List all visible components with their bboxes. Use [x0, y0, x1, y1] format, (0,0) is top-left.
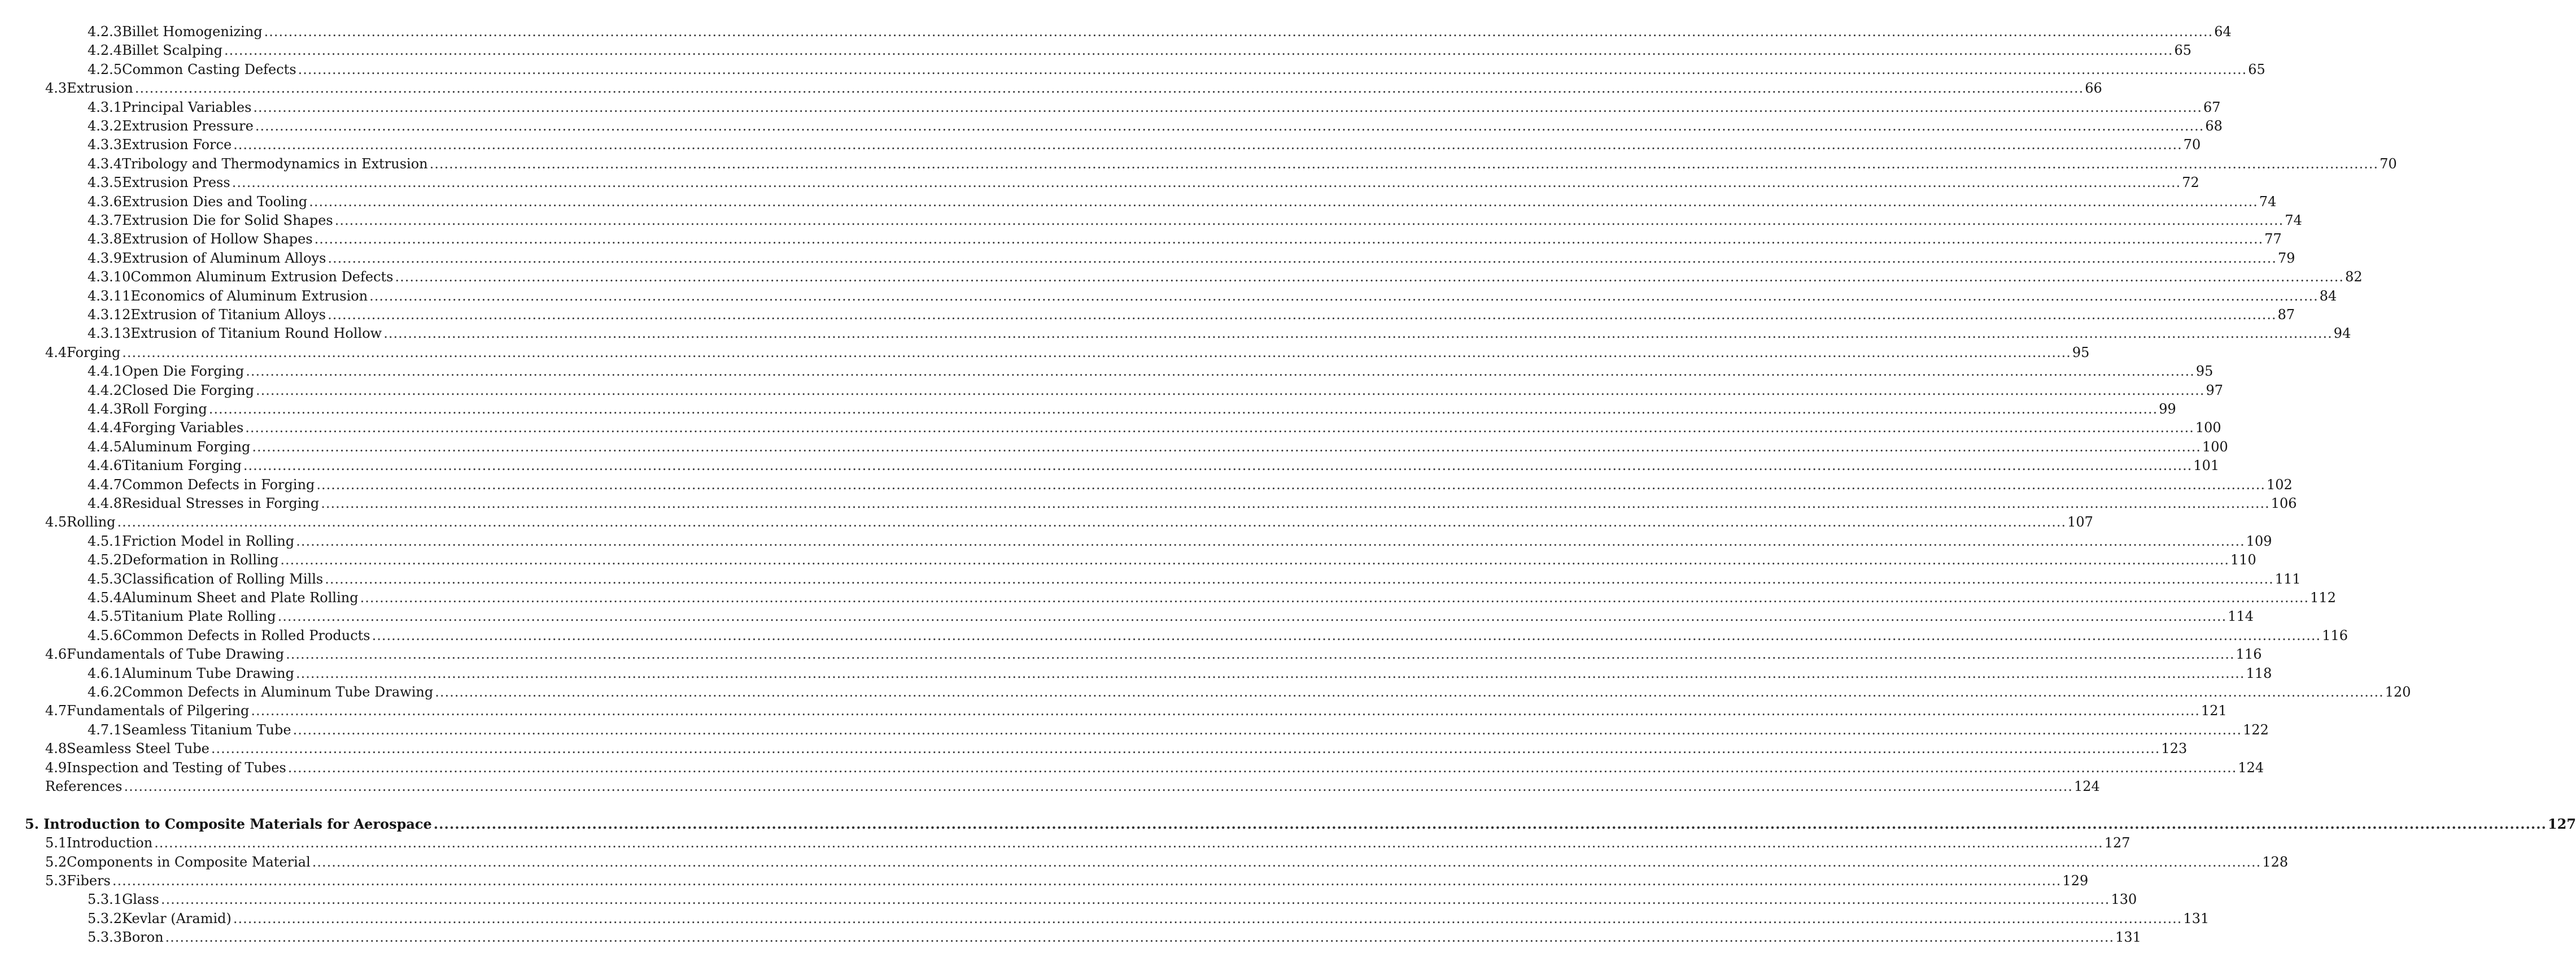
- toc-entry-page: 107: [2067, 514, 2093, 530]
- dot-leader: ................................................................................................................................................................................................................................................................................................................................................................................................................: [251, 703, 2200, 719]
- toc-entry-title: Inspection and Testing of Tubes: [67, 759, 286, 776]
- toc-entry[interactable]: [88, 532, 2272, 551]
- toc-entry[interactable]: [88, 682, 2411, 702]
- toc-entry-title: Common Casting Defects: [122, 61, 296, 77]
- toc-entry[interactable]: [45, 833, 2130, 852]
- toc-entry-title: Titanium Forging: [122, 458, 242, 474]
- toc-entry-number: 4.6.2: [88, 684, 123, 700]
- toc-entry-title: Billet Scalping: [122, 42, 222, 59]
- toc-entry-number: 5.1: [45, 835, 67, 851]
- dot-leader: ................................................................................................................................................................................................................................................................................................................................................................................................................: [232, 175, 2181, 191]
- toc-entry-title: Extrusion of Titanium Round Hollow: [130, 325, 382, 342]
- toc-entry-number: 4.5.4: [88, 590, 123, 606]
- toc-entry[interactable]: [88, 588, 2336, 607]
- toc-entry-page: 66: [2085, 80, 2102, 97]
- toc-entry-title: Fundamentals of Pilgering: [67, 703, 250, 719]
- toc-entry-number: 4.3.6: [88, 193, 123, 210]
- toc-entry-title: Components in Composite Material: [67, 854, 311, 870]
- dot-leader: ................................................................................................................................................................................................................................................................................................................................................................................................................: [395, 269, 2344, 285]
- toc-entry[interactable]: [88, 494, 2297, 513]
- toc-entry-number: 5.3.1: [88, 891, 123, 908]
- toc-entry-number: 4.3.7: [88, 212, 123, 228]
- toc-entry-page: 111: [2274, 571, 2301, 587]
- toc-entry-title: Fundamentals of Tube Drawing: [67, 646, 285, 663]
- dot-leader: ................................................................................................................................................................................................................................................................................................................................................................................................................: [277, 608, 2227, 625]
- toc-entry-title: Titanium Plate Rolling: [122, 608, 276, 625]
- toc-entry-title: Principal Variables: [122, 99, 252, 115]
- toc-entry-page: 122: [2243, 721, 2269, 738]
- toc-entry-number: 4.3.2: [88, 118, 123, 134]
- toc-entry[interactable]: [88, 229, 2282, 249]
- toc-entry-number: 5.3.2: [88, 910, 123, 926]
- toc-entry-number: 4.9: [45, 759, 67, 776]
- toc-entry-page: 120: [2385, 684, 2411, 700]
- toc-entry-number: 5.: [25, 815, 40, 832]
- toc-entry-number: 4.5: [45, 514, 67, 530]
- dot-leader: ................................................................................................................................................................................................................................................................................................................................................................................................................: [287, 759, 2237, 776]
- toc-entry-page: 82: [2345, 269, 2363, 285]
- toc-entry[interactable]: [45, 758, 2264, 777]
- dot-leader: ................................................................................................................................................................................................................................................................................................................................................................................................................: [134, 80, 2084, 97]
- toc-entry-page: 129: [2062, 873, 2089, 889]
- toc-entry-number: 4.3.13: [88, 325, 131, 342]
- dot-leader: ................................................................................................................................................................................................................................................................................................................................................................................................................: [286, 646, 2235, 663]
- toc-entry[interactable]: [88, 154, 2397, 173]
- toc-entry[interactable]: [88, 720, 2269, 739]
- toc-entry-number: 5.3: [45, 873, 67, 889]
- toc-entry-page: 124: [2074, 778, 2100, 794]
- toc-entry-title: References: [45, 778, 123, 794]
- toc-entry[interactable]: [45, 645, 2262, 664]
- toc-entry-title: Extrusion of Hollow Shapes: [122, 231, 313, 247]
- dot-leader: ................................................................................................................................................................................................................................................................................................................................................................................................................: [292, 721, 2242, 738]
- toc-entry[interactable]: [88, 664, 2272, 683]
- dot-leader: ................................................................................................................................................................................................................................................................................................................................................................................................................: [252, 438, 2201, 455]
- toc-entry-title: Extrusion Dies and Tooling: [122, 193, 308, 210]
- toc-entry[interactable]: [88, 381, 2224, 400]
- toc-entry-page: 123: [2161, 741, 2188, 757]
- dot-leader: ................................................................................................................................................................................................................................................................................................................................................................................................................: [255, 382, 2205, 398]
- toc-entry-title: Closed Die Forging: [122, 382, 254, 398]
- toc-entry-number: 4.3.1: [88, 99, 123, 115]
- toc-entry[interactable]: [88, 267, 2363, 286]
- toc-entry[interactable]: [88, 116, 2223, 136]
- dot-leader: ................................................................................................................................................................................................................................................................................................................................................................................................................: [112, 873, 2062, 889]
- toc-entry-page: 74: [2259, 193, 2277, 210]
- toc-entry[interactable]: [88, 607, 2254, 626]
- toc-entry[interactable]: [88, 475, 2293, 494]
- toc-entry-number: 4.3.5: [88, 175, 123, 191]
- toc-entry-number: 4.4.5: [88, 438, 123, 455]
- toc-entry-title: Aluminum Sheet and Plate Rolling: [122, 590, 359, 606]
- dot-leader: ................................................................................................................................................................................................................................................................................................................................................................................................................: [372, 627, 2321, 643]
- toc-entry[interactable]: [88, 60, 2265, 79]
- toc-entry[interactable]: [45, 739, 2188, 758]
- toc-entry[interactable]: [45, 777, 2100, 796]
- toc-entry-page: 95: [2195, 363, 2213, 380]
- dot-leader: ................................................................................................................................................................................................................................................................................................................................................................................................................: [154, 835, 2103, 851]
- toc-entry-title: Economics of Aluminum Extrusion: [130, 288, 368, 304]
- toc-entry-number: 4.4.4: [88, 420, 123, 436]
- toc-entry-number: 4.8: [45, 741, 67, 757]
- dot-leader: ................................................................................................................................................................................................................................................................................................................................................................................................................: [360, 590, 2309, 606]
- dot-leader: ................................................................................................................................................................................................................................................................................................................................................................................................................: [369, 288, 2319, 304]
- toc-entry-page: 65: [2174, 42, 2192, 59]
- toc-entry-number: 4.6: [45, 646, 67, 663]
- toc-entry[interactable]: [88, 569, 2301, 589]
- dot-leader: ................................................................................................................................................................................................................................................................................................................................................................................................................: [296, 533, 2245, 549]
- toc-entry-number: 4.4.2: [88, 382, 123, 398]
- toc-entry-page: 64: [2214, 24, 2232, 40]
- toc-entry-number: 4.3.3: [88, 137, 123, 153]
- toc-entry[interactable]: [88, 362, 2213, 381]
- toc-entry-page: 127: [2104, 835, 2130, 851]
- toc-entry-page: 67: [2203, 99, 2221, 115]
- toc-entry[interactable]: [88, 437, 2228, 456]
- toc-entry-title: Seamless Steel Tube: [67, 741, 209, 757]
- toc-entry-page: 116: [2236, 646, 2262, 663]
- toc-entry-page: 116: [2322, 627, 2348, 643]
- dot-leader: ................................................................................................................................................................................................................................................................................................................................................................................................................: [328, 250, 2277, 266]
- toc-entry-number: 5.3.3: [88, 929, 123, 946]
- dot-leader: ................................................................................................................................................................................................................................................................................................................................................................................................................: [435, 684, 2384, 700]
- toc-entry-number: 4.4.1: [88, 363, 123, 380]
- toc-entry-page: 100: [2202, 438, 2228, 455]
- dot-leader: ................................................................................................................................................................................................................................................................................................................................................................................................................: [433, 815, 2547, 832]
- toc-entry-page: 79: [2277, 250, 2295, 266]
- toc-entry[interactable]: [45, 512, 2093, 532]
- toc-entry-number: 4.4.7: [88, 476, 123, 493]
- dot-leader: ................................................................................................................................................................................................................................................................................................................................................................................................................: [211, 741, 2160, 757]
- dot-leader: ................................................................................................................................................................................................................................................................................................................................................................................................................: [224, 42, 2173, 59]
- toc-entry-page: 87: [2277, 307, 2295, 323]
- toc-entry-page: 100: [2195, 420, 2221, 436]
- toc-entry-title: Boron: [122, 929, 164, 946]
- toc-entry-page: 70: [2183, 137, 2201, 153]
- toc-entry[interactable]: [88, 456, 2220, 475]
- toc-entry-title: Deformation in Rolling: [122, 552, 279, 568]
- toc-entry-number: 4.4.6: [88, 458, 123, 474]
- toc-entry[interactable]: [45, 701, 2227, 720]
- toc-entry-page: 127: [2547, 815, 2576, 832]
- toc-entry-title: Extrusion of Aluminum Alloys: [122, 250, 326, 266]
- toc-entry[interactable]: [88, 98, 2221, 117]
- toc-entry-title: Classification of Rolling Mills: [122, 571, 324, 587]
- dot-leader: ................................................................................................................................................................................................................................................................................................................................................................................................................: [124, 778, 2073, 794]
- toc-entry[interactable]: [88, 550, 2256, 569]
- toc-entry-page: 65: [2248, 61, 2265, 77]
- toc-entry[interactable]: [88, 173, 2199, 192]
- toc-entry-title: Common Defects in Rolled Products: [122, 627, 370, 643]
- toc-entry-title: Introduction to Composite Materials for Aerospace: [43, 815, 432, 832]
- toc-entry-number: 4.3.10: [88, 269, 131, 285]
- toc-entry-page: 101: [2193, 458, 2220, 474]
- toc-entry-title: Aluminum Forging: [122, 438, 251, 455]
- toc-entry-title: Billet Homogenizing: [122, 24, 263, 40]
- toc-entry-number: 4.3.8: [88, 231, 123, 247]
- toc-entry[interactable]: [88, 418, 2221, 437]
- toc-entry-page: 68: [2205, 118, 2223, 134]
- toc-entry-title: Extrusion Press: [122, 175, 230, 191]
- toc-entry-title: Extrusion: [67, 80, 133, 97]
- toc-entry-title: Aluminum Tube Drawing: [122, 665, 294, 681]
- toc-entry-title: Common Defects in Aluminum Tube Drawing: [122, 684, 434, 700]
- toc-entry-title: Extrusion of Titanium Alloys: [130, 307, 326, 323]
- toc-entry-number: 4.2.5: [88, 61, 123, 77]
- dot-leader: ................................................................................................................................................................................................................................................................................................................................................................................................................: [314, 231, 2264, 247]
- dot-leader: ................................................................................................................................................................................................................................................................................................................................................................................................................: [255, 118, 2204, 134]
- toc-entry-number: 4.4.3: [88, 401, 123, 417]
- toc-entry-page: 74: [2285, 212, 2302, 228]
- toc-entry-title: Forging: [67, 344, 121, 360]
- toc-entry-title: Introduction: [67, 835, 153, 851]
- toc-entry-page: 102: [2266, 476, 2293, 493]
- toc-entry-number: 4.7.1: [88, 721, 123, 738]
- toc-entry-title: Common Defects in Forging: [122, 476, 315, 493]
- dot-leader: ................................................................................................................................................................................................................................................................................................................................................................................................................: [280, 552, 2229, 568]
- toc-entry-number: 4.2.4: [88, 42, 123, 59]
- toc-entry-page: 118: [2246, 665, 2272, 681]
- toc-entry-title: Roll Forging: [122, 401, 207, 417]
- dot-leader: ................................................................................................................................................................................................................................................................................................................................................................................................................: [245, 420, 2194, 436]
- toc-entry-number: 4.4: [45, 344, 67, 360]
- toc-entry-page: 99: [2159, 401, 2176, 417]
- dot-leader: ................................................................................................................................................................................................................................................................................................................................................................................................................: [165, 929, 2115, 946]
- toc-entry-title: Extrusion Die for Solid Shapes: [122, 212, 333, 228]
- toc-entry[interactable]: [88, 286, 2337, 306]
- toc-entry-title: Friction Model in Rolling: [122, 533, 295, 549]
- toc-entry-page: 77: [2264, 231, 2282, 247]
- toc-entry-number: 4.3.9: [88, 250, 123, 266]
- dot-leader: ................................................................................................................................................................................................................................................................................................................................................................................................................: [429, 155, 2379, 172]
- toc-entry-number: 4.3.4: [88, 155, 123, 172]
- toc-entry-page: 72: [2182, 175, 2199, 191]
- toc-entry-page: 109: [2246, 533, 2272, 549]
- toc-entry-page: 110: [2230, 552, 2256, 568]
- toc-entry-number: 4.3.12: [88, 307, 131, 323]
- dot-leader: ................................................................................................................................................................................................................................................................................................................................................................................................................: [208, 401, 2158, 417]
- toc-entry[interactable]: [45, 79, 2102, 98]
- dot-leader: ................................................................................................................................................................................................................................................................................................................................................................................................................: [296, 665, 2245, 681]
- toc-entry-page: 97: [2206, 382, 2224, 398]
- toc-entry[interactable]: [88, 324, 2351, 343]
- toc-entry-title: Extrusion Pressure: [122, 118, 254, 134]
- toc-entry-title: Rolling: [67, 514, 116, 530]
- toc-entry-page: 121: [2200, 703, 2227, 719]
- toc-entry-title: Glass: [122, 891, 159, 908]
- toc-entry[interactable]: [88, 211, 2302, 230]
- dot-leader: ................................................................................................................................................................................................................................................................................................................................................................................................................: [233, 137, 2182, 153]
- dot-leader: ................................................................................................................................................................................................................................................................................................................................................................................................................: [246, 363, 2195, 380]
- toc-entry-page: 84: [2319, 288, 2337, 304]
- toc-entry[interactable]: [88, 928, 2141, 947]
- toc-entry-title: Fibers: [67, 873, 111, 889]
- dot-leader: ................................................................................................................................................................................................................................................................................................................................................................................................................: [160, 891, 2110, 908]
- toc-entry[interactable]: [25, 815, 2576, 834]
- toc-entry-number: 4.4.8: [88, 495, 123, 511]
- toc-entry-page: 128: [2262, 854, 2289, 870]
- toc-entry[interactable]: [88, 192, 2277, 211]
- toc-entry-page: 114: [2228, 608, 2254, 625]
- toc-entry-title: Extrusion Force: [122, 137, 232, 153]
- toc-entry-number: 4.5.1: [88, 533, 123, 549]
- toc-entry[interactable]: [88, 135, 2201, 154]
- toc-entry-number: 4.3: [45, 80, 67, 97]
- dot-leader: ................................................................................................................................................................................................................................................................................................................................................................................................................: [233, 910, 2182, 926]
- dot-leader: ................................................................................................................................................................................................................................................................................................................................................................................................................: [122, 344, 2071, 360]
- toc-entry-title: Residual Stresses in Forging: [122, 495, 320, 511]
- toc-entry-page: 112: [2310, 590, 2336, 606]
- toc-entry[interactable]: [88, 305, 2295, 324]
- toc-entry-number: 4.3.11: [88, 288, 131, 304]
- dot-leader: ................................................................................................................................................................................................................................................................................................................................................................................................................: [321, 495, 2270, 511]
- toc-entry-number: 5.2: [45, 854, 67, 870]
- toc-entry-number: 4.7: [45, 703, 67, 719]
- toc-entry-page: 130: [2111, 891, 2137, 908]
- toc-entry[interactable]: [88, 626, 2348, 645]
- toc-entry-page: 70: [2379, 155, 2397, 172]
- toc-entry-number: 4.6.1: [88, 665, 123, 681]
- toc-entry-title: Seamless Titanium Tube: [122, 721, 291, 738]
- toc-entry-page: 124: [2238, 759, 2264, 776]
- toc-entry-title: Kevlar (Aramid): [122, 910, 232, 926]
- toc-entry-number: 4.5.5: [88, 608, 123, 625]
- toc-entry[interactable]: [45, 343, 2090, 362]
- dot-leader: ................................................................................................................................................................................................................................................................................................................................................................................................................: [316, 476, 2265, 493]
- toc-entry-page: 131: [2183, 910, 2210, 926]
- toc-entry[interactable]: [88, 22, 2232, 41]
- toc-entry-number: 4.5.3: [88, 571, 123, 587]
- dot-leader: ................................................................................................................................................................................................................................................................................................................................................................................................................: [312, 854, 2261, 870]
- toc-entry-page: 131: [2115, 929, 2141, 946]
- dot-leader: ................................................................................................................................................................................................................................................................................................................................................................................................................: [334, 212, 2284, 228]
- toc-entry-title: Common Aluminum Extrusion Defects: [130, 269, 394, 285]
- toc-entry[interactable]: [88, 890, 2137, 909]
- dot-leader: ................................................................................................................................................................................................................................................................................................................................................................................................................: [298, 61, 2247, 77]
- dot-leader: ................................................................................................................................................................................................................................................................................................................................................................................................................: [309, 193, 2258, 210]
- toc-entry[interactable]: [45, 871, 2089, 890]
- dot-leader: ................................................................................................................................................................................................................................................................................................................................................................................................................: [253, 99, 2202, 115]
- toc-entry-page: 106: [2271, 495, 2297, 511]
- toc-entry-page: 95: [2072, 344, 2090, 360]
- toc-entry[interactable]: [88, 41, 2192, 60]
- toc-entry-number: 4.2.3: [88, 24, 123, 40]
- toc-entry-number: 4.5.6: [88, 627, 123, 643]
- dot-leader: ................................................................................................................................................................................................................................................................................................................................................................................................................: [264, 24, 2213, 40]
- toc-entry-title: Open Die Forging: [122, 363, 244, 380]
- dot-leader: ................................................................................................................................................................................................................................................................................................................................................................................................................: [243, 458, 2193, 474]
- dot-leader: ................................................................................................................................................................................................................................................................................................................................................................................................................: [117, 514, 2067, 530]
- dot-leader: ................................................................................................................................................................................................................................................................................................................................................................................................................: [328, 307, 2277, 323]
- toc-entry[interactable]: [88, 909, 2210, 928]
- toc-entry[interactable]: [88, 249, 2295, 268]
- dot-leader: ................................................................................................................................................................................................................................................................................................................................................................................................................: [383, 325, 2333, 342]
- toc-entry-title: Forging Variables: [122, 420, 244, 436]
- toc-entry[interactable]: [45, 852, 2289, 872]
- toc-entry-title: Tribology and Thermodynamics in Extrusion: [122, 155, 428, 172]
- toc-entry-page: 94: [2333, 325, 2351, 342]
- dot-leader: ................................................................................................................................................................................................................................................................................................................................................................................................................: [325, 571, 2274, 587]
- toc-entry-number: 4.5.2: [88, 552, 123, 568]
- toc-entry[interactable]: [88, 399, 2176, 419]
